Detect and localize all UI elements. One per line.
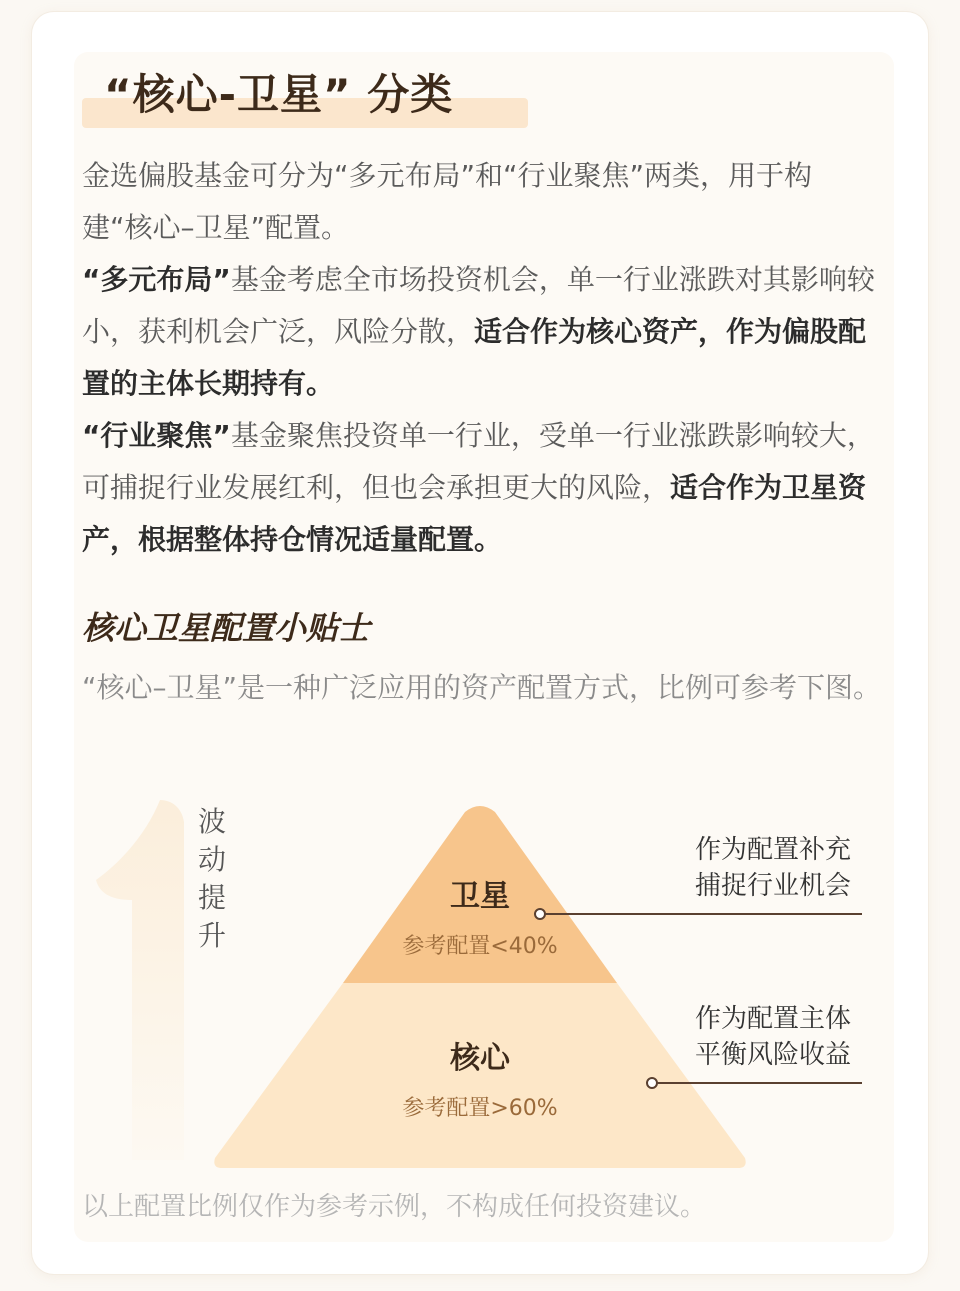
core-satellite-diagram	[0, 780, 960, 1180]
axis-char-3: 提	[197, 881, 227, 914]
satellite-connector-dot	[535, 909, 545, 919]
core-note-1: 作为配置主体	[695, 1004, 852, 1034]
core-ratio: 参考配置>60%	[402, 1096, 558, 1121]
volatility-arrow-icon	[96, 800, 184, 1160]
diversified-emphasis: 适合作为核心资产，作为偏股配置的主体长期持有。	[82, 315, 867, 400]
page-title: “核心-卫星” 分类	[104, 70, 454, 119]
focused-term: “行业聚焦”	[82, 419, 231, 452]
core-note-2: 平衡风险收益	[695, 1040, 852, 1070]
tips-text: “核心–卫星”是一种广泛应用的资产配置方式，比例可参考下图。	[82, 671, 882, 704]
satellite-label: 卫星	[450, 879, 510, 914]
title-block	[82, 60, 453, 130]
disclaimer: 以上配置比例仅作为参考示例，不构成任何投资建议。	[82, 1192, 707, 1222]
intro-text: 金选偏股基金可分为“多元布局”和“行业聚焦”两类，用于构建“核心–卫星”配置。	[82, 159, 813, 244]
diversified-term: “多元布局”	[82, 263, 231, 296]
diversified-paragraph	[82, 254, 882, 410]
satellite-ratio: 参考配置<40%	[402, 934, 558, 959]
satellite-note-2: 捕捉行业机会	[695, 871, 852, 901]
tips-title: 核心卫星配置小贴士	[82, 609, 371, 647]
axis-char-2: 动	[197, 843, 227, 876]
axis-char-4: 升	[197, 919, 227, 952]
body-text	[82, 150, 882, 566]
focused-emphasis: 适合作为卫星资产，根据整体持仓情况适量配置。	[82, 471, 867, 556]
core-connector-dot	[647, 1078, 657, 1088]
focused-text: 基金聚焦投资单一行业，受单一行业涨跌影响较大，可捕捉行业发展红利，但也会承担更大的风险，	[82, 419, 875, 504]
focused-paragraph	[82, 410, 882, 566]
satellite-note-1: 作为配置补充	[695, 835, 852, 865]
intro-paragraph	[82, 150, 882, 254]
core-label: 核心	[450, 1041, 510, 1076]
axis-char-1: 波	[197, 805, 227, 838]
diversified-text: 基金考虑全市场投资机会，单一行业涨跌对其影响较小，获利机会广泛，风险分散，	[82, 263, 875, 348]
